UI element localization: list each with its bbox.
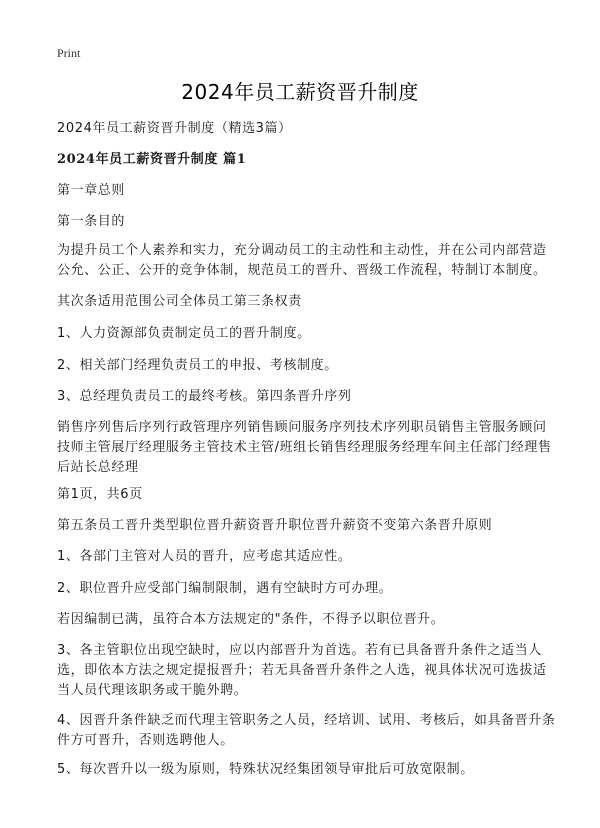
responsibility-item: 1、人力资源部负责制定员工的晋升制度。 (57, 326, 311, 341)
page-indicator: 第1页，共6页 (57, 487, 143, 502)
print-label: Print (57, 46, 81, 60)
section-heading: 2024年员工薪资晋升制度 篇1 (57, 152, 247, 167)
responsibility-item: 2、相关部门经理负责员工的申报、考核制度。 (57, 358, 338, 373)
document-subtitle: 2024年员工薪资晋升制度（精选3篇） (57, 121, 292, 136)
sequence-paragraph: 销售序列售后序列行政管理序列销售顾问服务序列技术序列职员销售主管服务顾问技师主管展厅经理服务主管技术主管/班组长销售经理服务经理车间主任部门经理售后站长总经理 (57, 420, 552, 475)
purpose-paragraph: 为提升员工个人素养和实力，充分调动员工的主动性和主动性，并在公司内部营造公允、公正、公开的竞争体制，规范员工的晋升、晋级工作流程，特制订本制度。 (57, 243, 547, 278)
article-line: 第五条员工晋升类型职位晋升薪资晋升职位晋升薪资不变第六条晋升原则 (57, 518, 493, 533)
document-title: 2024年员工薪资晋升制度 (181, 80, 419, 104)
article-heading: 第一条目的 (57, 214, 126, 229)
scope-line: 其次条适用范围公司全体员工第三条权责 (57, 294, 302, 309)
principle-item: 3、各主管职位出现空缺时，应以内部晋升为首选。若有已具备晋升条件之适当人选，即依本方法之规定提报晋升；若无具备晋升条件之人选，视具体状况可选拔适当人员代理该职务或干脆外聘。 (57, 643, 547, 698)
principle-item: 5、每次晋升以一级为原则，特殊状况经集团领导审批后可放宽限制。 (57, 762, 474, 777)
principle-note: 若因编制已满，虽符合本方法规定的"条件，不得予以职位晋升。 (57, 612, 445, 627)
principle-item: 1、各部门主管对人员的晋升，应考虑其适应性。 (57, 549, 352, 564)
principle-item: 4、因晋升条件缺乏而代理主管职务之人员，经培训、试用、考核后，如具备晋升条件方可晋升，否则选聘他人。 (57, 713, 556, 748)
principle-item: 2、职位晋升应受部门编制限制，遇有空缺时方可办理。 (57, 581, 393, 596)
chapter-heading: 第一章总则 (57, 183, 126, 198)
responsibility-item: 3、总经理负责员工的最终考核。第四条晋升序列 (57, 389, 352, 404)
